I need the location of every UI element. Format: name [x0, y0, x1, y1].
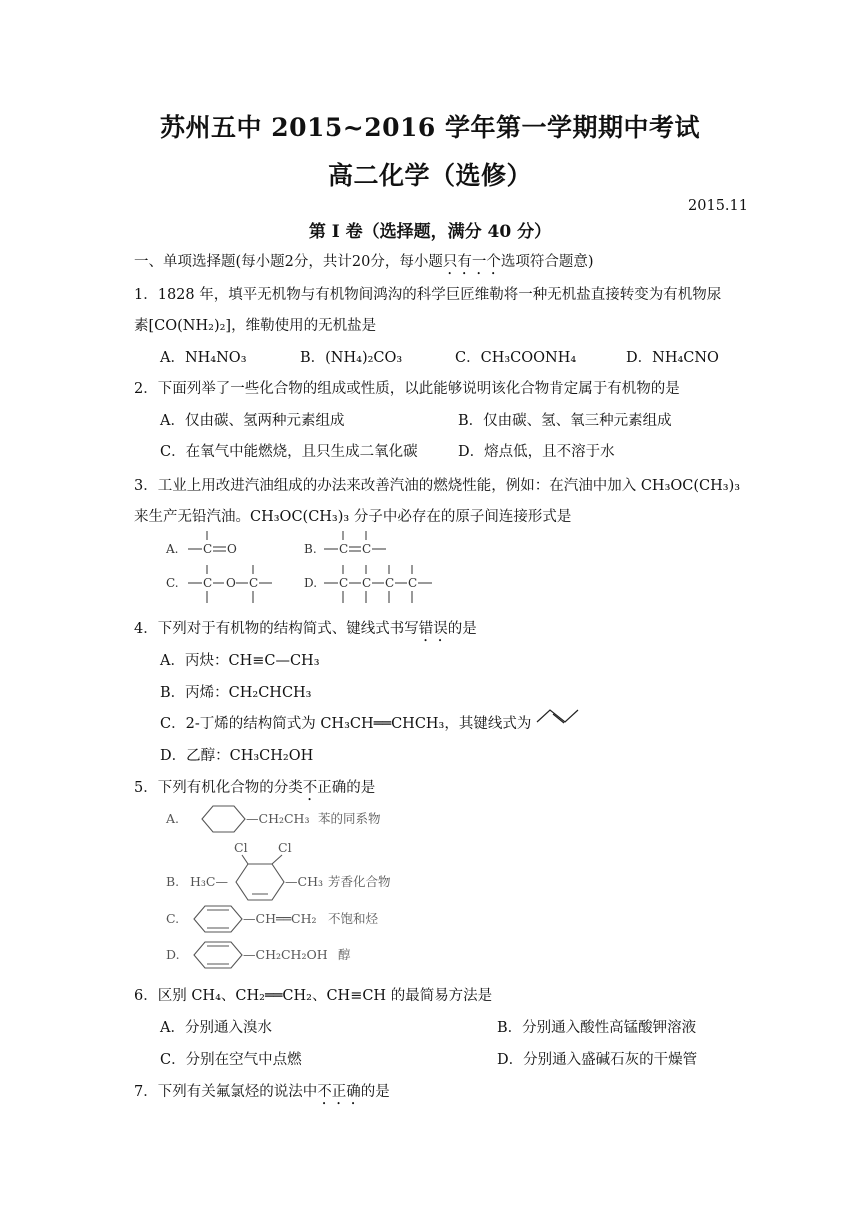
q5-stem-pre: 5．下列有机化合物的分类: [134, 780, 303, 796]
q5b-left-group: H₃C—: [190, 874, 228, 889]
q2-option-b: B．仅由碳、氢、氧三种元素组成: [458, 413, 672, 429]
q4-double-bond: [553, 714, 564, 723]
q2-option-d: D．熔点低，且不溶于水: [458, 444, 615, 460]
q5b-benzene-ring: [236, 864, 284, 900]
q4-zigzag: [537, 710, 578, 722]
q5a-substituent: —CH₂CH₃: [246, 811, 310, 826]
exam-subtitle: 高二化学（选修）: [327, 161, 532, 190]
instruction-post: 选项符合题意): [500, 254, 594, 270]
instruction: [134, 252, 594, 278]
q3d-atom-c1: C: [339, 576, 349, 590]
exam-title: 苏州五中 2015~2016 学年第一学期期中考试: [159, 113, 701, 142]
q6-option-c: C．分别在空气中点燃: [160, 1052, 302, 1068]
q4-option-b: B．丙烯：CH₂CHCH₃: [160, 685, 312, 701]
q4-stem-pre: 4．下列对于有机物的结构简式、键线式书写: [134, 621, 419, 637]
q1-option-b: B．(NH₄)₂CO₃: [300, 350, 403, 366]
q5a-cyclohexane-ring: [202, 806, 245, 832]
q6-option-a: A．分别通入溴水: [160, 1020, 272, 1036]
q3-line1: 3．工业上用改进汽油组成的办法来改善汽油的燃烧性能，例如：在汽油中加入 CH₃OC(CH₃)₃: [134, 478, 741, 494]
q4-option-a: A．丙炔：CH≡C—CH₃: [160, 653, 320, 669]
q3b-atom-c2: C: [362, 542, 372, 556]
q5b-cl-bond-2: [272, 855, 282, 864]
instruction-emphasis: 只有一个: [442, 254, 501, 270]
q1-option-d: D．NH₄CNO: [626, 350, 719, 366]
q5-stem-post: 正确的是: [317, 780, 376, 796]
q3d-atom-c3: C: [385, 576, 395, 590]
q4-option-c: C．2-丁烯的结构简式为 CH₃CH══CHCH₃，其键线式为: [160, 716, 532, 732]
q3-label-c: C.: [166, 576, 179, 590]
q6-stem: 6．区别 CH₄、CH₂══CH₂、CH≡CH 的最简易方法是: [134, 988, 493, 1004]
q5d-substituent: —CH₂CH₂OH: [243, 947, 328, 962]
q2-stem: 2．下面列举了一些化合物的组成或性质，以此能够说明该化合物肯定属于有机物的是: [134, 381, 680, 397]
q3c-atom-c2: C: [249, 576, 259, 590]
section-heading: 第 I 卷（选择题，满分 40 分）: [308, 222, 552, 242]
q3-label-d: D.: [304, 576, 318, 590]
q4-stem-emphasis: 错误: [418, 621, 448, 637]
q5b-right-group: —CH₃: [285, 874, 323, 889]
q3d-atom-c2: C: [362, 576, 372, 590]
q3-label-b: B.: [304, 542, 317, 556]
q3-line2: 来生产无铅汽油。CH₃OC(CH₃)₃ 分子中必存在的原子间连接形式是: [134, 509, 572, 525]
q1-option-c: C．CH₃COONH₄: [455, 350, 577, 366]
q5-stem-emphasis: 不: [302, 780, 318, 796]
q5-label-b: B.: [166, 874, 180, 889]
q7-stem-post: 的是: [360, 1084, 390, 1100]
q3c-atom-o: O: [226, 576, 236, 590]
q7-stem: [134, 1082, 390, 1108]
q4-skeletal-formula: [535, 704, 581, 728]
q7-stem-emphasis: 不正确: [317, 1084, 361, 1100]
q3b-atom-c1: C: [339, 542, 349, 556]
exam-date: 2015.11: [688, 198, 748, 214]
q4-option-d: D．乙醇：CH₃CH₂OH: [160, 748, 314, 764]
q3d-atom-c4: C: [408, 576, 418, 590]
q4-stem-post: 的是: [447, 621, 477, 637]
q4-stem: [134, 619, 477, 645]
q2-option-c: C．在氧气中能燃烧，且只生成二氧化碳: [160, 444, 418, 460]
q7-stem-pre: 7．下列有关氟氯烃的说法中: [134, 1084, 318, 1100]
q1-line1: 1．1828 年，填平无机物与有机物间鸿沟的科学巨匠维勒将一种无机盐直接转变为有机物尿: [134, 287, 722, 303]
instruction-pre: 一、单项选择题(每小题2分，共计20分，每小题: [134, 254, 443, 270]
q6-option-d: D．分别通入盛碱石灰的干燥管: [497, 1052, 698, 1068]
q5b-cl-bond-1: [242, 855, 248, 864]
q5b-cl-2: Cl: [278, 840, 292, 855]
q5c-class: 不饱和烃: [328, 911, 379, 926]
q3a-atom-c: C: [203, 542, 213, 556]
q5b-cl-1: Cl: [234, 840, 248, 855]
q5-label-d: D.: [166, 947, 180, 962]
q1-line2: 素[CO(NH₂)₂]，维勒使用的无机盐是: [134, 318, 377, 334]
q3a-atom-o: O: [227, 542, 237, 556]
q3c-atom-c1: C: [203, 576, 213, 590]
q6-option-b: B．分别通入酸性高锰酸钾溶液: [497, 1020, 697, 1036]
q1-option-a: A．NH₄NO₃: [160, 350, 247, 366]
q3-label-a: A.: [166, 542, 179, 556]
q2-option-a: A．仅由碳、氢两种元素组成: [160, 413, 345, 429]
q5-label-c: C.: [166, 911, 180, 926]
q5b-class: 芳香化合物: [328, 874, 391, 889]
q5d-class: 醇: [338, 947, 351, 962]
q5-structures: [160, 800, 420, 975]
q5c-substituent: —CH══CH₂: [243, 911, 317, 926]
q5a-class: 苯的同系物: [318, 811, 381, 826]
q5-label-a: A.: [166, 811, 180, 826]
q3-bond-diagrams: [160, 525, 460, 610]
